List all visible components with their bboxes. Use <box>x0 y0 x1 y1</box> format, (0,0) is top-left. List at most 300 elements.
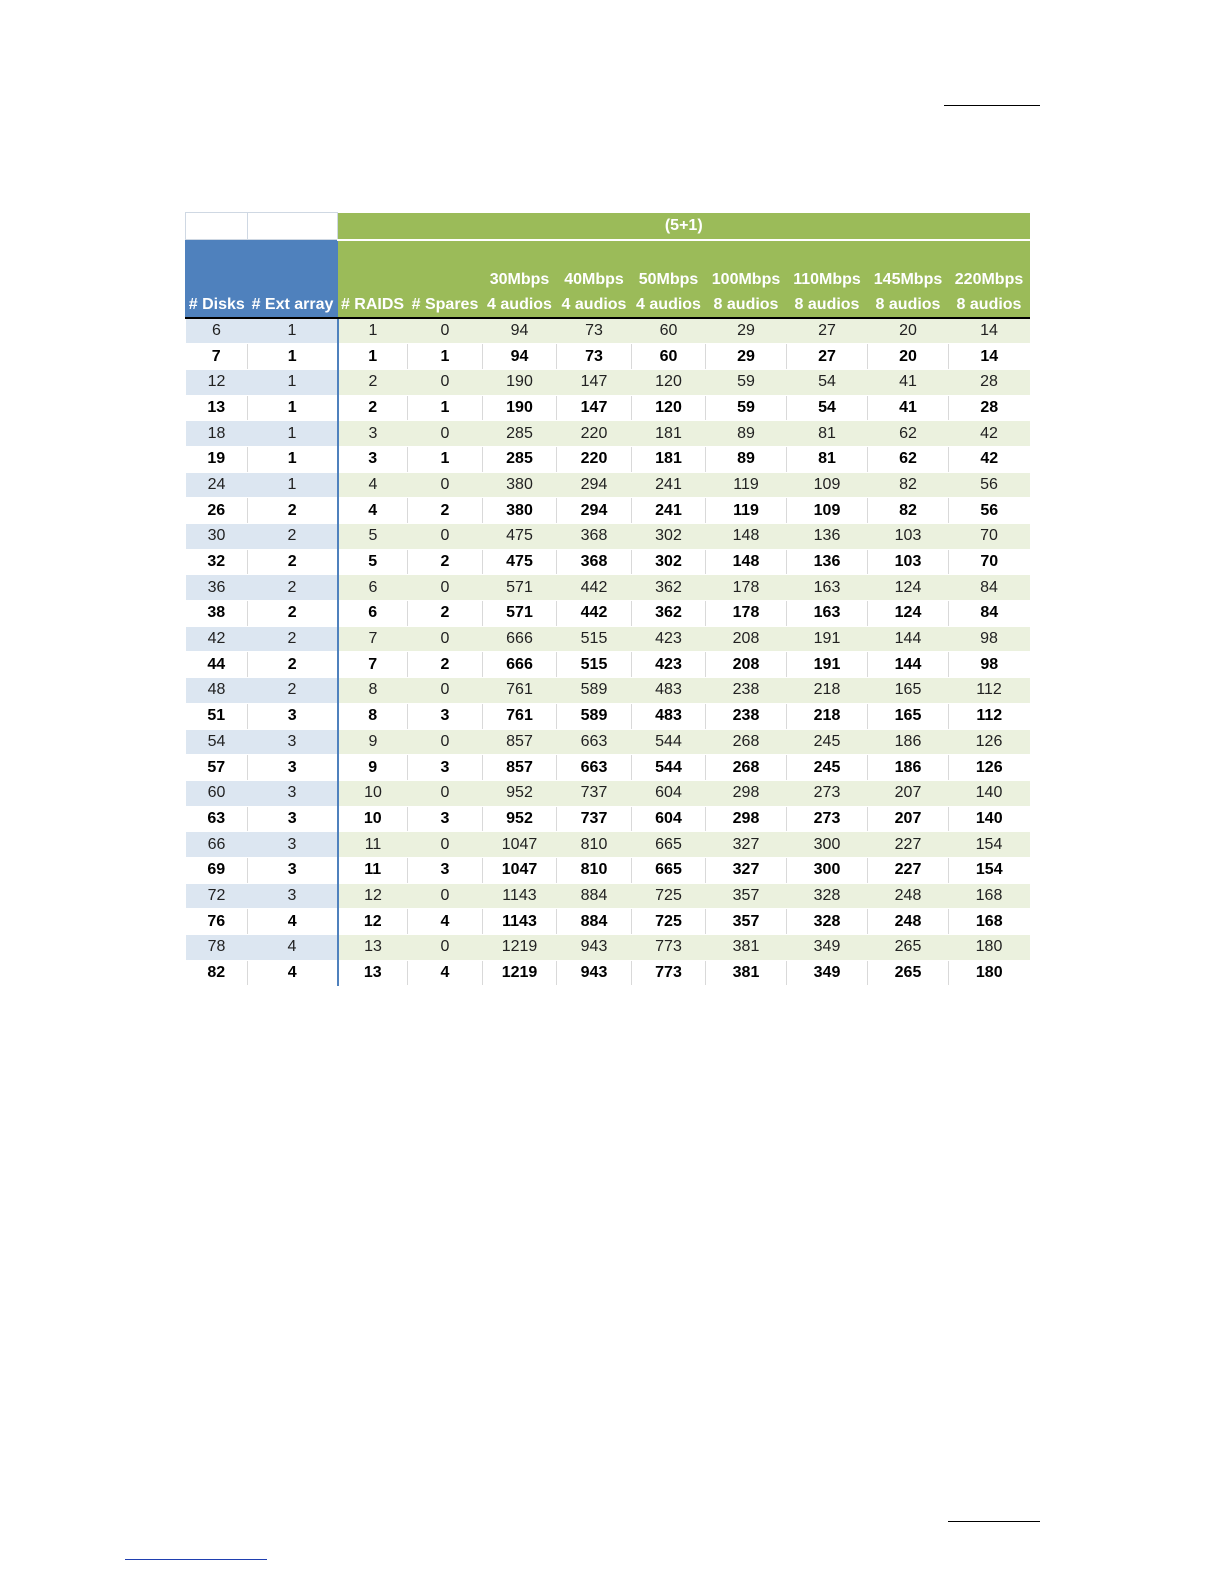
table-cell: 298 <box>706 806 787 832</box>
table-cell: 773 <box>632 935 706 961</box>
table-body <box>186 318 1030 986</box>
table-cell: 328 <box>787 883 868 909</box>
table-cell: 73 <box>557 344 632 370</box>
table-cell: 10 <box>338 806 408 832</box>
table-cell: 163 <box>787 601 868 627</box>
table-cell: 163 <box>787 575 868 601</box>
table-cell: 2 <box>408 601 483 627</box>
table-cell: 2 <box>408 549 483 575</box>
table-cell: 302 <box>632 549 706 575</box>
table-cell: 42 <box>949 446 1030 472</box>
table-cell: 1 <box>248 318 338 344</box>
table-row <box>186 652 1030 678</box>
table-cell: 124 <box>868 601 949 627</box>
table-cell: 119 <box>706 498 787 524</box>
table-cell: 725 <box>632 883 706 909</box>
table-cell: 737 <box>557 780 632 806</box>
table-cell: 884 <box>557 883 632 909</box>
table-cell: 1 <box>248 369 338 395</box>
table-row <box>186 524 1030 550</box>
table-cell: 41 <box>868 395 949 421</box>
table-cell: 1 <box>408 344 483 370</box>
table-cell: 248 <box>868 883 949 909</box>
table-cell: 41 <box>868 369 949 395</box>
table-cell: 357 <box>706 909 787 935</box>
table-row <box>186 678 1030 704</box>
table-cell: 3 <box>248 806 338 832</box>
table-cell: 13 <box>186 395 248 421</box>
table-cell: 12 <box>338 909 408 935</box>
table-cell: 6 <box>338 601 408 627</box>
table-cell: 0 <box>408 575 483 601</box>
table-cell: 11 <box>338 857 408 883</box>
table-cell: 191 <box>787 626 868 652</box>
column-header-line1: 220Mbps <box>954 270 1024 288</box>
table-cell: 94 <box>483 318 557 344</box>
table-row <box>186 806 1030 832</box>
table-cell: 2 <box>408 652 483 678</box>
table-cell: 368 <box>557 549 632 575</box>
table-cell: 82 <box>868 498 949 524</box>
table-cell: 1 <box>338 344 408 370</box>
table-cell: 136 <box>787 549 868 575</box>
table-cell: 2 <box>248 549 338 575</box>
table-cell: 663 <box>557 729 632 755</box>
table-cell: 4 <box>248 935 338 961</box>
table-cell: 2 <box>248 524 338 550</box>
table-cell: 81 <box>787 446 868 472</box>
table-cell: 26 <box>186 498 248 524</box>
table-cell: 180 <box>949 960 1030 986</box>
table-cell: 4 <box>248 909 338 935</box>
table-cell: 294 <box>557 498 632 524</box>
table-cell: 571 <box>483 601 557 627</box>
table-cell: 943 <box>557 960 632 986</box>
table-cell: 32 <box>186 549 248 575</box>
table-cell: 56 <box>949 498 1030 524</box>
table-cell: 2 <box>338 369 408 395</box>
table-cell: 3 <box>408 857 483 883</box>
table-cell: 70 <box>949 524 1030 550</box>
column-header <box>868 240 949 318</box>
table-cell: 810 <box>557 857 632 883</box>
table-cell: 56 <box>949 472 1030 498</box>
column-header-line2: # Ext array <box>251 295 334 313</box>
column-header-line1 <box>248 267 338 292</box>
column-header-row <box>186 240 1030 318</box>
table-cell: 140 <box>949 780 1030 806</box>
table-row <box>186 857 1030 883</box>
table-row <box>186 446 1030 472</box>
column-header <box>186 240 248 318</box>
table-cell: 165 <box>868 703 949 729</box>
table-cell: 665 <box>632 857 706 883</box>
table-cell: 3 <box>408 703 483 729</box>
table-cell: 475 <box>483 549 557 575</box>
table-cell: 76 <box>186 909 248 935</box>
table-cell: 302 <box>632 524 706 550</box>
table-cell: 0 <box>408 678 483 704</box>
table-cell: 3 <box>248 729 338 755</box>
table-cell: 29 <box>706 318 787 344</box>
table-cell: 857 <box>483 755 557 781</box>
table-cell: 89 <box>706 421 787 447</box>
table-cell: 0 <box>408 524 483 550</box>
table-cell: 442 <box>557 575 632 601</box>
column-header-line1: 100Mbps <box>711 270 781 288</box>
table-cell: 0 <box>408 832 483 858</box>
table-cell: 98 <box>949 652 1030 678</box>
table-cell: 63 <box>186 806 248 832</box>
column-header <box>483 240 557 318</box>
table-cell: 8 <box>338 703 408 729</box>
table-cell: 190 <box>483 395 557 421</box>
column-header-line2: # Spares <box>411 295 479 313</box>
column-header-line2: 8 audios <box>713 295 779 313</box>
table-cell: 59 <box>706 369 787 395</box>
table-cell: 0 <box>408 369 483 395</box>
table-cell: 10 <box>338 780 408 806</box>
table-cell: 3 <box>248 883 338 909</box>
table-row <box>186 549 1030 575</box>
table-cell: 29 <box>706 344 787 370</box>
table-cell: 190 <box>483 369 557 395</box>
table-cell: 285 <box>483 421 557 447</box>
table-cell: 60 <box>186 780 248 806</box>
table-cell: 3 <box>408 755 483 781</box>
table-row <box>186 883 1030 909</box>
column-header <box>706 240 787 318</box>
column-header <box>408 240 483 318</box>
column-header <box>338 240 408 318</box>
table-cell: 119 <box>706 472 787 498</box>
table-cell: 0 <box>408 935 483 961</box>
bottom-right-rule <box>948 1521 1040 1522</box>
table-cell: 3 <box>408 806 483 832</box>
table-cell: 1143 <box>483 883 557 909</box>
table-cell: 191 <box>787 652 868 678</box>
table-cell: 349 <box>787 935 868 961</box>
table-cell: 2 <box>248 601 338 627</box>
table-cell: 19 <box>186 446 248 472</box>
table-cell: 42 <box>949 421 1030 447</box>
table-cell: 14 <box>949 318 1030 344</box>
table-cell: 140 <box>949 806 1030 832</box>
table-cell: 1 <box>248 472 338 498</box>
table-cell: 220 <box>557 421 632 447</box>
table-cell: 6 <box>186 318 248 344</box>
table-cell: 13 <box>338 935 408 961</box>
table-cell: 1 <box>248 421 338 447</box>
table-cell: 298 <box>706 780 787 806</box>
table-cell: 3 <box>248 780 338 806</box>
table-cell: 11 <box>338 832 408 858</box>
table-cell: 245 <box>787 729 868 755</box>
table-cell: 442 <box>557 601 632 627</box>
table-cell: 94 <box>483 344 557 370</box>
table-cell: 27 <box>787 344 868 370</box>
table-cell: 5 <box>338 524 408 550</box>
table-cell: 515 <box>557 626 632 652</box>
table-cell: 9 <box>338 755 408 781</box>
table-cell: 147 <box>557 369 632 395</box>
table-cell: 238 <box>706 703 787 729</box>
table-cell: 1 <box>408 446 483 472</box>
column-header-line1 <box>338 267 408 292</box>
column-header <box>949 240 1030 318</box>
table-cell: 48 <box>186 678 248 704</box>
table-cell: 737 <box>557 806 632 832</box>
table-cell: 18 <box>186 421 248 447</box>
table-cell: 725 <box>632 909 706 935</box>
table-cell: 761 <box>483 703 557 729</box>
table-cell: 62 <box>868 421 949 447</box>
table-row <box>186 601 1030 627</box>
table-cell: 82 <box>868 472 949 498</box>
table-cell: 147 <box>557 395 632 421</box>
table-cell: 248 <box>868 909 949 935</box>
table-cell: 168 <box>949 909 1030 935</box>
table-cell: 73 <box>557 318 632 344</box>
table-row <box>186 575 1030 601</box>
table-row <box>186 755 1030 781</box>
table-cell: 604 <box>632 806 706 832</box>
table-cell: 1 <box>408 395 483 421</box>
table-cell: 380 <box>483 498 557 524</box>
blank-header-cell <box>248 213 338 240</box>
table-cell: 475 <box>483 524 557 550</box>
column-header <box>248 240 338 318</box>
table-cell: 241 <box>632 498 706 524</box>
column-header-line1: 145Mbps <box>873 270 943 288</box>
table-row <box>186 729 1030 755</box>
table-cell: 0 <box>408 421 483 447</box>
table-cell: 1 <box>248 344 338 370</box>
table-cell: 181 <box>632 446 706 472</box>
column-header <box>787 240 868 318</box>
table-cell: 207 <box>868 780 949 806</box>
table-cell: 57 <box>186 755 248 781</box>
table-cell: 294 <box>557 472 632 498</box>
table-cell: 126 <box>949 755 1030 781</box>
table-cell: 109 <box>787 472 868 498</box>
table-cell: 241 <box>632 472 706 498</box>
table-cell: 54 <box>787 369 868 395</box>
column-header-line1: 30Mbps <box>489 270 550 288</box>
table-cell: 124 <box>868 575 949 601</box>
table-cell: 59 <box>706 395 787 421</box>
table-cell: 368 <box>557 524 632 550</box>
table-cell: 857 <box>483 729 557 755</box>
table-cell: 380 <box>483 472 557 498</box>
column-header-line1: 110Mbps <box>793 270 861 288</box>
table-cell: 1219 <box>483 935 557 961</box>
table-cell: 327 <box>706 857 787 883</box>
table-cell: 98 <box>949 626 1030 652</box>
table-cell: 103 <box>868 524 949 550</box>
table-cell: 423 <box>632 626 706 652</box>
table-cell: 112 <box>949 678 1030 704</box>
table-cell: 589 <box>557 703 632 729</box>
table-cell: 952 <box>483 780 557 806</box>
table-cell: 20 <box>868 344 949 370</box>
table-cell: 120 <box>632 369 706 395</box>
raid-group-header: (5+1) <box>338 213 1030 240</box>
table-cell: 186 <box>868 755 949 781</box>
table-cell: 207 <box>868 806 949 832</box>
table-cell: 60 <box>632 318 706 344</box>
table-cell: 3 <box>248 857 338 883</box>
table-cell: 0 <box>408 883 483 909</box>
table-cell: 13 <box>338 960 408 986</box>
table-cell: 54 <box>787 395 868 421</box>
table-row <box>186 395 1030 421</box>
table-cell: 3 <box>338 421 408 447</box>
table-cell: 544 <box>632 755 706 781</box>
table-cell: 349 <box>787 960 868 986</box>
table-row <box>186 909 1030 935</box>
table-cell: 81 <box>787 421 868 447</box>
table-cell: 227 <box>868 857 949 883</box>
table-cell: 423 <box>632 652 706 678</box>
table-cell: 51 <box>186 703 248 729</box>
table-cell: 357 <box>706 883 787 909</box>
table-cell: 268 <box>706 729 787 755</box>
table-cell: 1143 <box>483 909 557 935</box>
table-cell: 4 <box>338 498 408 524</box>
table-cell: 571 <box>483 575 557 601</box>
table-cell: 227 <box>868 832 949 858</box>
table-cell: 148 <box>706 524 787 550</box>
column-header-line1: 50Mbps <box>638 270 699 288</box>
table-cell: 362 <box>632 575 706 601</box>
table-cell: 362 <box>632 601 706 627</box>
table-cell: 3 <box>248 832 338 858</box>
table-row <box>186 472 1030 498</box>
table-cell: 144 <box>868 652 949 678</box>
table-cell: 148 <box>706 549 787 575</box>
table-cell: 5 <box>338 549 408 575</box>
column-header-line2: 4 audios <box>561 295 627 313</box>
table-cell: 28 <box>949 369 1030 395</box>
table-cell: 0 <box>408 626 483 652</box>
table-row <box>186 498 1030 524</box>
table-cell: 8 <box>338 678 408 704</box>
table-cell: 300 <box>787 832 868 858</box>
table-cell: 42 <box>186 626 248 652</box>
raid-capacity-table <box>185 212 1030 986</box>
table-cell: 381 <box>706 960 787 986</box>
table-cell: 60 <box>632 344 706 370</box>
table-cell: 72 <box>186 883 248 909</box>
table-row <box>186 935 1030 961</box>
table-cell: 44 <box>186 652 248 678</box>
table-cell: 2 <box>248 498 338 524</box>
table-cell: 238 <box>706 678 787 704</box>
table-cell: 3 <box>338 446 408 472</box>
table-cell: 36 <box>186 575 248 601</box>
table-row <box>186 369 1030 395</box>
table-cell: 663 <box>557 755 632 781</box>
column-header <box>632 240 706 318</box>
table-cell: 154 <box>949 857 1030 883</box>
table-cell: 218 <box>787 703 868 729</box>
table-cell: 761 <box>483 678 557 704</box>
table-cell: 12 <box>186 369 248 395</box>
table-cell: 1 <box>248 395 338 421</box>
column-header-line2: # RAIDS <box>340 295 405 313</box>
table-cell: 30 <box>186 524 248 550</box>
table-cell: 666 <box>483 626 557 652</box>
table-cell: 38 <box>186 601 248 627</box>
table-cell: 180 <box>949 935 1030 961</box>
table-cell: 208 <box>706 652 787 678</box>
table-cell: 7 <box>338 626 408 652</box>
table-cell: 220 <box>557 446 632 472</box>
table-cell: 3 <box>248 703 338 729</box>
table-cell: 7 <box>186 344 248 370</box>
column-header-line2: # Disks <box>188 295 245 313</box>
table-cell: 327 <box>706 832 787 858</box>
table-cell: 28 <box>949 395 1030 421</box>
table-cell: 328 <box>787 909 868 935</box>
table-cell: 544 <box>632 729 706 755</box>
table-cell: 381 <box>706 935 787 961</box>
bottom-left-rule <box>125 1559 267 1560</box>
column-header-line1 <box>408 267 483 292</box>
table-cell: 666 <box>483 652 557 678</box>
table-cell: 24 <box>186 472 248 498</box>
table-cell: 89 <box>706 446 787 472</box>
blank-header-cell <box>186 213 248 240</box>
table-cell: 2 <box>248 652 338 678</box>
table-cell: 3 <box>248 755 338 781</box>
table-cell: 78 <box>186 935 248 961</box>
table-cell: 178 <box>706 575 787 601</box>
column-header <box>557 240 632 318</box>
table-cell: 4 <box>408 909 483 935</box>
table-cell: 7 <box>338 652 408 678</box>
table-cell: 2 <box>408 498 483 524</box>
table-row <box>186 832 1030 858</box>
table-cell: 952 <box>483 806 557 832</box>
table-cell: 268 <box>706 755 787 781</box>
table-row <box>186 960 1030 986</box>
table-cell: 273 <box>787 780 868 806</box>
table-cell: 208 <box>706 626 787 652</box>
table-row <box>186 626 1030 652</box>
column-header-line2: 4 audios <box>487 295 552 313</box>
table-cell: 265 <box>868 935 949 961</box>
table-cell: 0 <box>408 780 483 806</box>
table-cell: 515 <box>557 652 632 678</box>
table-row <box>186 318 1030 344</box>
table-cell: 884 <box>557 909 632 935</box>
column-header-line2: 4 audios <box>636 295 701 313</box>
table-cell: 181 <box>632 421 706 447</box>
table-row <box>186 421 1030 447</box>
table-cell: 103 <box>868 549 949 575</box>
table-row <box>186 344 1030 370</box>
column-header-line2: 8 audios <box>875 295 941 313</box>
table-row <box>186 703 1030 729</box>
table-cell: 1219 <box>483 960 557 986</box>
table-cell: 245 <box>787 755 868 781</box>
group-header-row <box>186 213 1030 240</box>
table-cell: 62 <box>868 446 949 472</box>
table-cell: 54 <box>186 729 248 755</box>
table-cell: 69 <box>186 857 248 883</box>
